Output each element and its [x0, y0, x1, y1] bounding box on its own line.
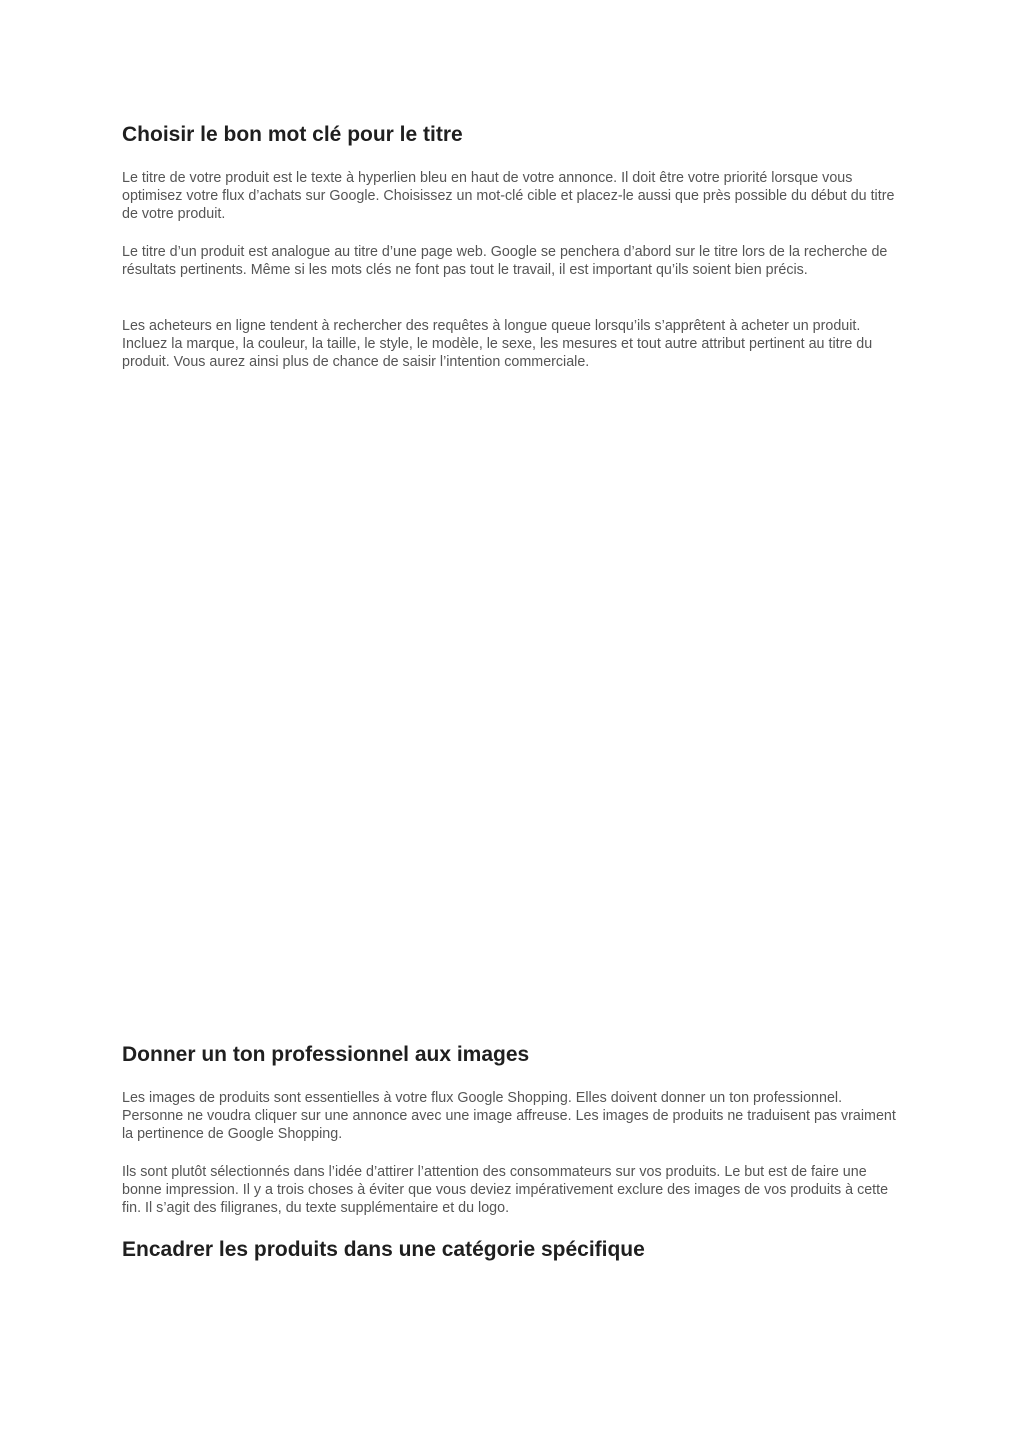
paragraph: Le titre de votre produit est le texte à hyperlien bleu en haut de votre annonce. Il doit être votre priorité lorsque vous optimisez votre flux d’achats sur Google. Choisissez un mot-clé cible et placez-le aussi que près possible du début du titre de votre produit. — [122, 170, 895, 222]
paragraph: Le titre d’un produit est analogue au titre d’une page web. Google se penchera d’abord sur le titre lors de la recherche de résultats pertinents. Même si les mots clés ne font pas tout le travail, il est important qu’ils soient bien précis. — [122, 244, 888, 278]
section-heading: Donner un ton professionnel aux images — [122, 1043, 530, 1066]
paragraph: Les images de produits sont essentielles à votre flux Google Shopping. Elles doivent donner un ton professionnel. Personne ne voudra cliquer sur une annonce avec une image affreuse. Les images de produits ne traduisent pas vraiment la pertinence de Google Shopping. — [122, 1090, 896, 1142]
section-heading: Encadrer les produits dans une catégorie spécifique — [122, 1238, 645, 1261]
paragraph: Les acheteurs en ligne tendent à rechercher des requêtes à longue queue lorsqu’ils s’apprêtent à acheter un produit. Incluez la marque, la couleur, la taille, le style, le modèle, le sexe, les mesures et tout autre attribut pertinent au titre du produit. Vous aurez ainsi plus de chance de saisir l’intention commerciale. — [122, 318, 873, 370]
section-heading: Choisir le bon mot clé pour le titre — [122, 123, 463, 146]
paragraph: Ils sont plutôt sélectionnés dans l’idée d’attirer l’attention des consommateurs sur vos produits. Le but est de faire une bonne impression. Il y a trois choses à éviter que vous deviez impérativement exclure des images de vos produits à cette fin. Il s’agit des filigranes, du texte supplémentaire et du logo. — [122, 1164, 889, 1216]
